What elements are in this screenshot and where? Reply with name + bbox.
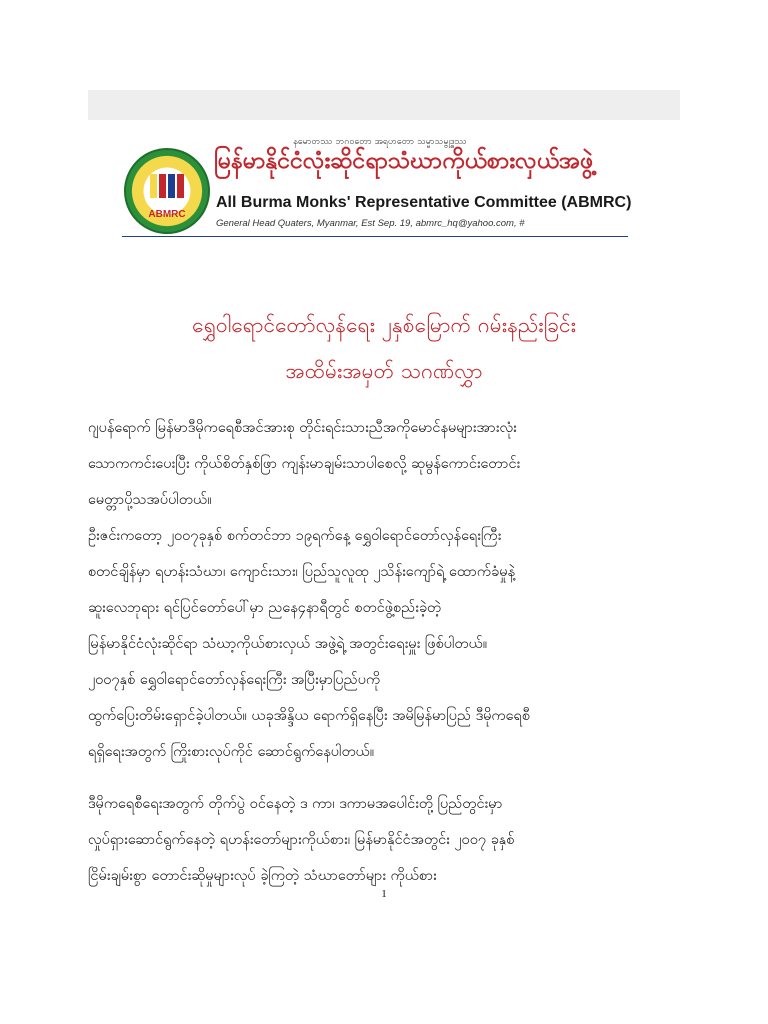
text-line: ထွက်ပြေးတိမ်းရှောင်ခဲ့ပါတယ်။ ယခုအိန္ဒိယ ရောက်ရှိနေပြီး အမိမြန်မာပြည် ဒီမိုကရေစီ: [88, 708, 530, 724]
text-line: ဂျပန်ရောက် မြန်မာဒီမိုကရေစီအင်အားစု တိုင်းရင်းသားညီအကိုမောင်နမများအားလုံး: [88, 420, 517, 436]
text-line: ရရှိရေးအတွက် ကြိုးစားလုပ်ကိုင် ဆောင်ရွက်နေပါတယ်။: [88, 744, 375, 760]
page-number: 1: [381, 888, 387, 900]
text-line: ၂၀၀၇နှစ် ရွှေဝါရောင်တော်လှန်ရေးကြီး အပြီးမှာပြည်ပကို: [88, 672, 381, 688]
text-line: စတင်ချိန်မှာ ရဟန်းသံဃာ၊ ကျောင်းသား၊ ပြည်သူလူထု ၂သိန်းကျော်ရဲ့ ထောက်ခံမှုနဲ့: [88, 564, 515, 580]
text-line: သောကကင်းပေးပြီး ကိုယ်စိတ်နှစ်ဖြာ ကျန်းမာချမ်းသာပါစေလို့ ဆုမွန်ကောင်းတောင်း: [88, 456, 521, 472]
org-address-line: General Head Quaters, Myanmar, Est Sep. 19, abmrc_hq@yahoo.com, #: [216, 218, 525, 229]
document-title-line-1: ရွှေဝါရောင်တော်လှန်ရေး ၂နှစ်မြောက် ဂမ်းနည်းခြင်း: [192, 313, 576, 337]
org-name-english: All Burma Monks' Representative Committee (ABMRC): [216, 194, 632, 211]
seal-text: ABMRC: [148, 209, 186, 220]
pali-homage-line: နမောတဿ ဘဂဝတော အရဟတော သမ္မာသမ္ဗုဒ္ဓဿ: [293, 137, 467, 147]
text-line: ဒီမိုကရေစီရေးအတွက် တိုက်ပွဲ ဝင်နေတဲ့ ဒ ကာ၊ ဒကာမအပေါင်းတို့ ပြည်တွင်းမှာ: [88, 796, 503, 812]
header-divider: [122, 236, 628, 237]
paragraph-greeting: [88, 410, 680, 518]
document-title-line-2: အထိမ်းအမှတ် သဂဏ်လွှာ: [285, 359, 483, 383]
text-line: လှုပ်ရှားဆောင်ရွက်နေတဲ့ ရဟန်းတော်များကိုယ်စား၊ မြန်မာနိုင်ငံအတွင်း ၂၀၀၇ ခုနှစ်: [88, 832, 515, 848]
text-line: ဦးဇင်းကတော့ ၂၀၀၇ခုနှစ် စက်တင်ဘာ ၁၉ရက်နေ့ ရွှေဝါရောင်တော်လှန်ရေးကြီး: [88, 528, 502, 544]
text-line: ဆူးလေဘုရား ရင်ပြင်တော်ပေါ်မှာ ညနေ၄နာရီတွင် စတင်ဖွဲ့စည်းခဲ့တဲ့: [88, 600, 442, 616]
org-name-burmese: မြန်မာနိုင်ငံလုံးဆိုင်ရာသံဃာကိုယ်စားလှယ်အဖွဲ့: [214, 148, 594, 174]
text-line: မြန်မာနိုင်ငံလုံးဆိုင်ရာ သံဃာ့ကိုယ်စားလှယ် အဖွဲ့ရဲ့ အတွင်းရေးမှူး ဖြစ်ပါတယ်။: [88, 636, 488, 652]
top-toolbar-strip: [88, 90, 680, 120]
paragraph-tribute: [88, 786, 680, 894]
paragraph-background: [88, 518, 680, 770]
text-line: ငြိမ်းချမ်းစွာ တောင်းဆိုမှုများလုပ် ခဲ့ကြတဲ့ သံဃာတော်များ ကိုယ်စား: [88, 868, 437, 884]
text-line: မေတ္တာပို့သအပ်ပါတယ်။: [88, 492, 212, 508]
seal-flag-icon: [148, 174, 186, 198]
abmrc-seal-logo: [124, 148, 210, 234]
